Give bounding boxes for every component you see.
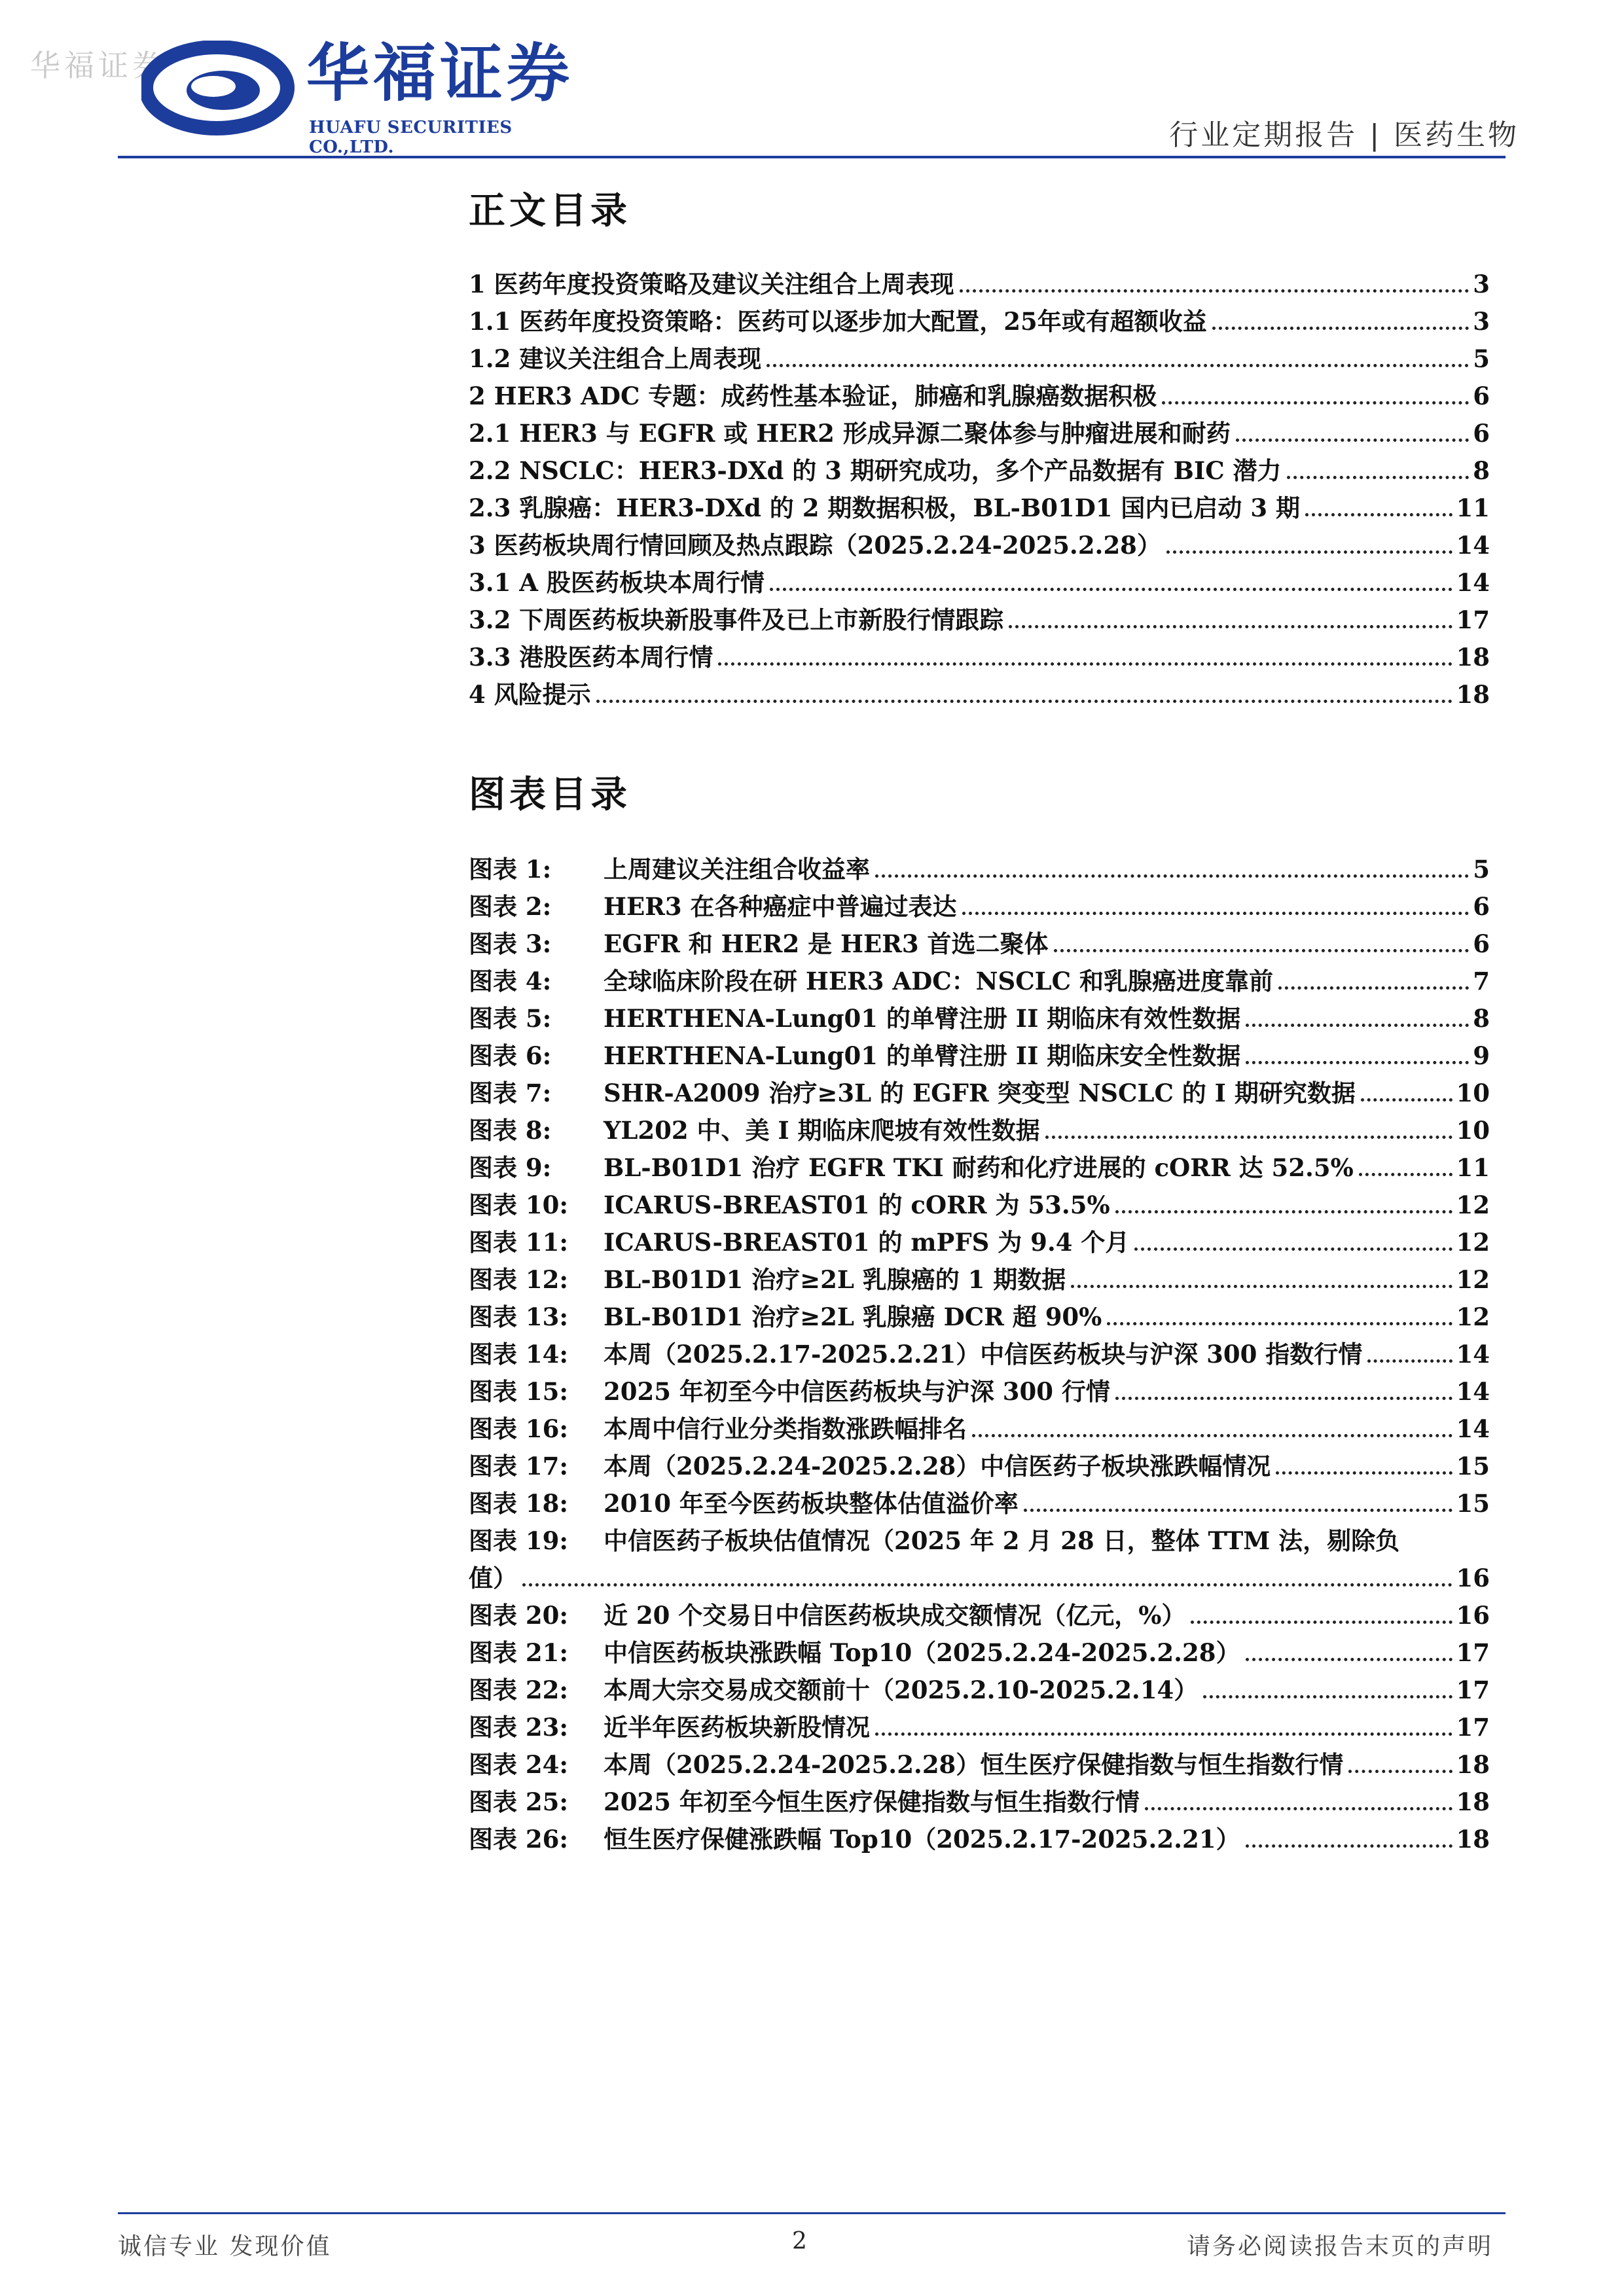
figure-label: 本周大宗交易成交额前十（2025.2.10-2025.2.14） bbox=[604, 1676, 1199, 1704]
leader-dots bbox=[1054, 949, 1470, 952]
figure-label: 2025 年初至今恒生医疗保健指数与恒生指数行情 bbox=[604, 1787, 1140, 1816]
figure-entry[interactable] bbox=[469, 1484, 1490, 1521]
figure-number: 图表 25: bbox=[469, 1787, 569, 1816]
toc-entry[interactable] bbox=[469, 451, 1490, 488]
figure-number: 图表 14: bbox=[469, 1340, 569, 1369]
figure-page: 17 bbox=[1456, 1676, 1490, 1704]
toc-entry-page: 11 bbox=[1456, 493, 1490, 522]
figure-label: HERTHENA-Lung01 的单臂注册 II 期临床安全性数据 bbox=[604, 1041, 1241, 1070]
figure-label: YL202 中、美 I 期临床爬坡有效性数据 bbox=[604, 1116, 1040, 1145]
figure-number: 图表 22: bbox=[469, 1676, 569, 1704]
figure-entry[interactable] bbox=[469, 1335, 1490, 1372]
figure-entry[interactable] bbox=[469, 850, 1490, 887]
figure-number: 图表 20: bbox=[469, 1601, 569, 1630]
figure-page: 5 bbox=[1473, 855, 1490, 884]
header-divider bbox=[118, 156, 1506, 158]
leader-dots bbox=[1246, 1024, 1469, 1027]
figure-number: 图表 12: bbox=[469, 1265, 569, 1294]
leader-dots bbox=[1348, 1770, 1452, 1773]
figure-label: BL-B01D1 治疗≥2L 乳腺癌 DCR 超 90% bbox=[604, 1302, 1102, 1331]
figure-number: 图表 7: bbox=[469, 1079, 552, 1107]
figure-label: 上周建议关注组合收益率 bbox=[604, 855, 870, 884]
leader-dots bbox=[1166, 550, 1453, 554]
figure-entry-line bbox=[469, 1521, 1490, 1558]
toc-entry-page: 8 bbox=[1473, 456, 1490, 485]
figure-page: 17 bbox=[1456, 1638, 1490, 1667]
figure-number: 图表 5: bbox=[469, 1004, 552, 1033]
figure-page: 12 bbox=[1456, 1191, 1490, 1219]
figure-page: 9 bbox=[1473, 1041, 1490, 1070]
figure-number: 图表 15: bbox=[469, 1377, 569, 1406]
toc-entry-label: 2 HER3 ADC 专题：成药性基本验证，肺癌和乳腺癌数据积极 bbox=[469, 382, 1157, 410]
figure-label: ICARUS-BREAST01 的 mPFS 为 9.4 个月 bbox=[604, 1228, 1130, 1257]
figure-label: 近 20 个交易日中信医药板块成交额情况（亿元，%） bbox=[604, 1601, 1186, 1630]
toc-entry-label: 3.3 港股医药本周行情 bbox=[469, 643, 713, 672]
figure-number: 图表 11: bbox=[469, 1228, 569, 1257]
figure-entry[interactable] bbox=[469, 1260, 1490, 1297]
leader-dots bbox=[1287, 476, 1470, 479]
figure-page: 12 bbox=[1456, 1265, 1490, 1294]
leader-dots bbox=[1024, 1509, 1453, 1512]
figure-page: 17 bbox=[1456, 1713, 1490, 1742]
leader-dots bbox=[1367, 1359, 1452, 1363]
toc-entry-page: 5 bbox=[1473, 344, 1490, 373]
toc-entry-page: 14 bbox=[1456, 568, 1490, 597]
figure-entry[interactable] bbox=[469, 1409, 1490, 1446]
toc-entry[interactable] bbox=[469, 600, 1490, 637]
toc-entry[interactable] bbox=[469, 376, 1490, 414]
figure-entry[interactable] bbox=[469, 887, 1490, 924]
figure-page: 6 bbox=[1473, 929, 1490, 958]
toc-entry-page: 17 bbox=[1456, 605, 1490, 634]
figure-number: 图表 13: bbox=[469, 1302, 569, 1331]
figure-number: 图表 16: bbox=[469, 1414, 569, 1443]
report-category: 行业定期报告 | 医药生物 bbox=[1169, 118, 1519, 152]
figure-number: 图表 23: bbox=[469, 1713, 569, 1742]
toc-entry-page: 3 bbox=[1473, 307, 1490, 336]
company-logo bbox=[141, 37, 600, 157]
figure-number: 图表 6: bbox=[469, 1041, 552, 1070]
figure-page: 15 bbox=[1456, 1489, 1490, 1518]
toc-entry-label: 2.2 NSCLC：HER3-DXd 的 3 期研究成功，多个产品数据有 BIC 潜力 bbox=[469, 456, 1282, 485]
toc-entry[interactable] bbox=[469, 339, 1490, 376]
toc-list bbox=[469, 264, 1490, 712]
figure-page: 6 bbox=[1473, 892, 1490, 921]
figure-label: HER3 在各种癌症中普遍过表达 bbox=[604, 892, 957, 921]
figure-entry[interactable] bbox=[469, 1372, 1490, 1409]
leader-dots bbox=[972, 1434, 1453, 1437]
figure-page: 10 bbox=[1456, 1079, 1490, 1107]
toc-entry[interactable] bbox=[469, 563, 1490, 600]
page-number: 2 bbox=[792, 2228, 807, 2255]
leader-dots bbox=[1115, 1397, 1453, 1400]
toc-entry-label: 1.1 医药年度投资策略：医药可以逐步加大配置，25年或有超额收益 bbox=[469, 307, 1207, 336]
toc-entry[interactable] bbox=[469, 637, 1490, 675]
leader-dots bbox=[1212, 327, 1470, 330]
figure-number: 图表 2: bbox=[469, 892, 552, 921]
figure-label: SHR-A2009 治疗≥3L 的 EGFR 突变型 NSCLC 的 I 期研究数据 bbox=[604, 1079, 1356, 1107]
figure-entry[interactable] bbox=[469, 1223, 1490, 1260]
toc-entry[interactable] bbox=[469, 526, 1490, 563]
figure-page: 18 bbox=[1456, 1825, 1490, 1854]
toc-entry-page: 6 bbox=[1473, 419, 1490, 448]
logo-name-cn: 华福证券 bbox=[306, 37, 573, 110]
leader-dots bbox=[1246, 1061, 1469, 1064]
toc-entry-label: 4 风险提示 bbox=[469, 680, 591, 709]
figure-number: 图表 3: bbox=[469, 929, 552, 958]
figure-page: 16 bbox=[1456, 1564, 1490, 1592]
figure-entry[interactable] bbox=[469, 1596, 1490, 1633]
footer-slogan: 诚信专业 发现价值 bbox=[118, 2233, 332, 2260]
leader-dots bbox=[875, 1732, 1453, 1736]
leader-dots bbox=[718, 662, 1452, 666]
figure-number: 图表 10: bbox=[469, 1191, 569, 1219]
figure-label: BL-B01D1 治疗≥2L 乳腺癌的 1 期数据 bbox=[604, 1265, 1066, 1294]
leader-dots bbox=[1107, 1322, 1452, 1325]
toc-entry[interactable] bbox=[469, 414, 1490, 451]
leader-dots bbox=[770, 588, 1453, 591]
figure-page: 14 bbox=[1456, 1414, 1490, 1443]
figure-label: 中信医药板块涨跌幅 Top10（2025.2.24-2025.2.28） bbox=[604, 1638, 1240, 1667]
leader-dots bbox=[1045, 1136, 1453, 1139]
figure-label: 中信医药子板块估值情况（2025 年 2 月 28 日，整体 TTM 法，剔除负 bbox=[604, 1526, 1400, 1555]
leader-dots bbox=[1071, 1285, 1452, 1288]
figure-label: 全球临床阶段在研 HER3 ADC：NSCLC 和乳腺癌进度靠前 bbox=[604, 967, 1273, 996]
toc-entry-page: 18 bbox=[1456, 643, 1490, 672]
figure-number: 图表 21: bbox=[469, 1638, 569, 1667]
figures-list bbox=[469, 850, 1490, 1857]
figure-entry[interactable] bbox=[469, 1148, 1490, 1185]
toc-entry-label: 1 医药年度投资策略及建议关注组合上周表现 bbox=[469, 270, 954, 298]
figure-page: 18 bbox=[1456, 1750, 1490, 1779]
leader-dots bbox=[522, 1583, 1453, 1587]
figure-number: 图表 17: bbox=[469, 1452, 569, 1480]
leader-dots bbox=[960, 289, 1470, 293]
toc-entry-label: 2.3 乳腺癌：HER3-DXd 的 2 期数据积极，BL-B01D1 国内已启动 3 期 bbox=[469, 493, 1300, 522]
leader-dots bbox=[1236, 439, 1469, 442]
leader-dots bbox=[1115, 1210, 1453, 1213]
leader-dots bbox=[1305, 513, 1453, 516]
toc-entry-label: 1.2 建议关注组合上周表现 bbox=[469, 344, 762, 373]
figure-label: 恒生医疗保健涨跌幅 Top10（2025.2.17-2025.2.21） bbox=[604, 1825, 1240, 1854]
leader-dots bbox=[1278, 986, 1469, 990]
toc-entry-label: 3 医药板块周行情回顾及热点跟踪（2025.2.24-2025.2.28） bbox=[469, 531, 1161, 560]
figure-page: 8 bbox=[1473, 1004, 1490, 1033]
leader-dots bbox=[1203, 1695, 1452, 1698]
figure-page: 12 bbox=[1456, 1228, 1490, 1257]
toc-entry-label: 2.1 HER3 与 EGFR 或 HER2 形成异源二聚体参与肿瘤进展和耐药 bbox=[469, 419, 1231, 448]
figure-label: 2025 年初至今中信医药板块与沪深 300 行情 bbox=[604, 1377, 1110, 1406]
figure-label: 本周（2025.2.17-2025.2.21）中信医药板块与沪深 300 指数行情 bbox=[604, 1340, 1363, 1369]
leader-dots bbox=[1276, 1471, 1452, 1475]
figure-number: 图表 1: bbox=[469, 855, 552, 884]
figure-page: 16 bbox=[1456, 1601, 1490, 1630]
leader-dots bbox=[1191, 1621, 1452, 1624]
figure-number: 图表 8: bbox=[469, 1116, 552, 1145]
figure-entry-line bbox=[469, 1558, 1490, 1596]
leader-dots bbox=[875, 874, 1469, 878]
figure-label-continued: 值） bbox=[469, 1564, 517, 1592]
figure-label: BL-B01D1 治疗 EGFR TKI 耐药和化疗进展的 cORR 达 52.5% bbox=[604, 1153, 1354, 1182]
figure-entry[interactable] bbox=[469, 1708, 1490, 1745]
leader-dots bbox=[1145, 1807, 1453, 1810]
figure-entry[interactable] bbox=[469, 1036, 1490, 1073]
logo-name-en: HUAFU SECURITIES CO.,LTD. bbox=[309, 118, 513, 157]
figure-entry[interactable] bbox=[469, 999, 1490, 1036]
toc-entry[interactable] bbox=[469, 488, 1490, 526]
figure-entry[interactable] bbox=[469, 1185, 1490, 1223]
figure-label: HERTHENA-Lung01 的单臂注册 II 期临床有效性数据 bbox=[604, 1004, 1241, 1033]
toc-entry-label: 3.2 下周医药板块新股事件及已上市新股行情跟踪 bbox=[469, 605, 1004, 634]
leader-dots bbox=[596, 700, 1453, 703]
figure-number: 图表 24: bbox=[469, 1750, 569, 1779]
figure-label: 近半年医药板块新股情况 bbox=[604, 1713, 870, 1742]
leader-dots bbox=[1162, 401, 1469, 404]
leader-dots bbox=[1134, 1247, 1452, 1251]
leader-dots bbox=[1246, 1844, 1453, 1848]
toc-entry-page: 18 bbox=[1456, 680, 1490, 709]
figure-entry[interactable] bbox=[469, 1521, 1490, 1596]
figure-number: 图表 9: bbox=[469, 1153, 552, 1182]
figure-page: 18 bbox=[1456, 1787, 1490, 1816]
leader-dots bbox=[1361, 1098, 1453, 1102]
figure-page: 12 bbox=[1456, 1302, 1490, 1331]
figure-entry[interactable] bbox=[469, 1670, 1490, 1708]
footer-disclaimer: 请务必阅读报告末页的声明 bbox=[1186, 2233, 1493, 2260]
figure-page: 10 bbox=[1456, 1116, 1490, 1145]
figure-entry[interactable] bbox=[469, 961, 1490, 999]
footer-divider bbox=[118, 2212, 1506, 2214]
toc-entry-page: 3 bbox=[1473, 270, 1490, 298]
leader-dots bbox=[1009, 625, 1452, 628]
toc-entry[interactable] bbox=[469, 264, 1490, 302]
leader-dots bbox=[767, 364, 1469, 367]
toc-title: 正文目录 bbox=[469, 190, 631, 232]
figure-label: 2010 年至今医药板块整体估值溢价率 bbox=[604, 1489, 1019, 1518]
figure-page: 15 bbox=[1456, 1452, 1490, 1480]
figure-page: 14 bbox=[1456, 1340, 1490, 1369]
figure-label: 本周（2025.2.24-2025.2.28）中信医药子板块涨跌幅情况 bbox=[604, 1452, 1271, 1480]
figure-entry[interactable] bbox=[469, 1745, 1490, 1782]
figure-label: EGFR 和 HER2 是 HER3 首选二聚体 bbox=[604, 929, 1049, 958]
figure-entry[interactable] bbox=[469, 924, 1490, 961]
figure-page: 11 bbox=[1456, 1153, 1490, 1182]
figure-entry[interactable] bbox=[469, 1111, 1490, 1148]
logo-emblem-icon bbox=[141, 41, 298, 145]
figure-label: ICARUS-BREAST01 的 cORR 为 53.5% bbox=[604, 1191, 1110, 1219]
figures-title: 图表目录 bbox=[469, 774, 631, 816]
toc-entry-label: 3.1 A 股医药板块本周行情 bbox=[469, 568, 765, 597]
leader-dots bbox=[1359, 1173, 1453, 1176]
leader-dots bbox=[962, 912, 1470, 915]
toc-entry[interactable] bbox=[469, 675, 1490, 712]
watermark: 华福证券 bbox=[30, 48, 166, 83]
figure-number: 图表 18: bbox=[469, 1489, 569, 1518]
figure-label: 本周中信行业分类指数涨跌幅排名 bbox=[604, 1414, 967, 1443]
toc-entry-page: 6 bbox=[1473, 382, 1490, 410]
figure-number: 图表 4: bbox=[469, 967, 552, 996]
figure-entry[interactable] bbox=[469, 1073, 1490, 1111]
leader-dots bbox=[1246, 1658, 1453, 1661]
figure-entry[interactable] bbox=[469, 1633, 1490, 1670]
figure-number: 图表 19: bbox=[469, 1526, 569, 1555]
figure-entry[interactable] bbox=[469, 1820, 1490, 1857]
toc-entry-page: 14 bbox=[1456, 531, 1490, 560]
figure-page: 14 bbox=[1456, 1377, 1490, 1406]
toc-entry[interactable] bbox=[469, 302, 1490, 339]
figure-number: 图表 26: bbox=[469, 1825, 569, 1854]
figure-label: 本周（2025.2.24-2025.2.28）恒生医疗保健指数与恒生指数行情 bbox=[604, 1750, 1344, 1779]
figure-page: 7 bbox=[1473, 967, 1490, 996]
figure-entry[interactable] bbox=[469, 1297, 1490, 1335]
figure-entry[interactable] bbox=[469, 1446, 1490, 1484]
figure-entry[interactable] bbox=[469, 1782, 1490, 1820]
